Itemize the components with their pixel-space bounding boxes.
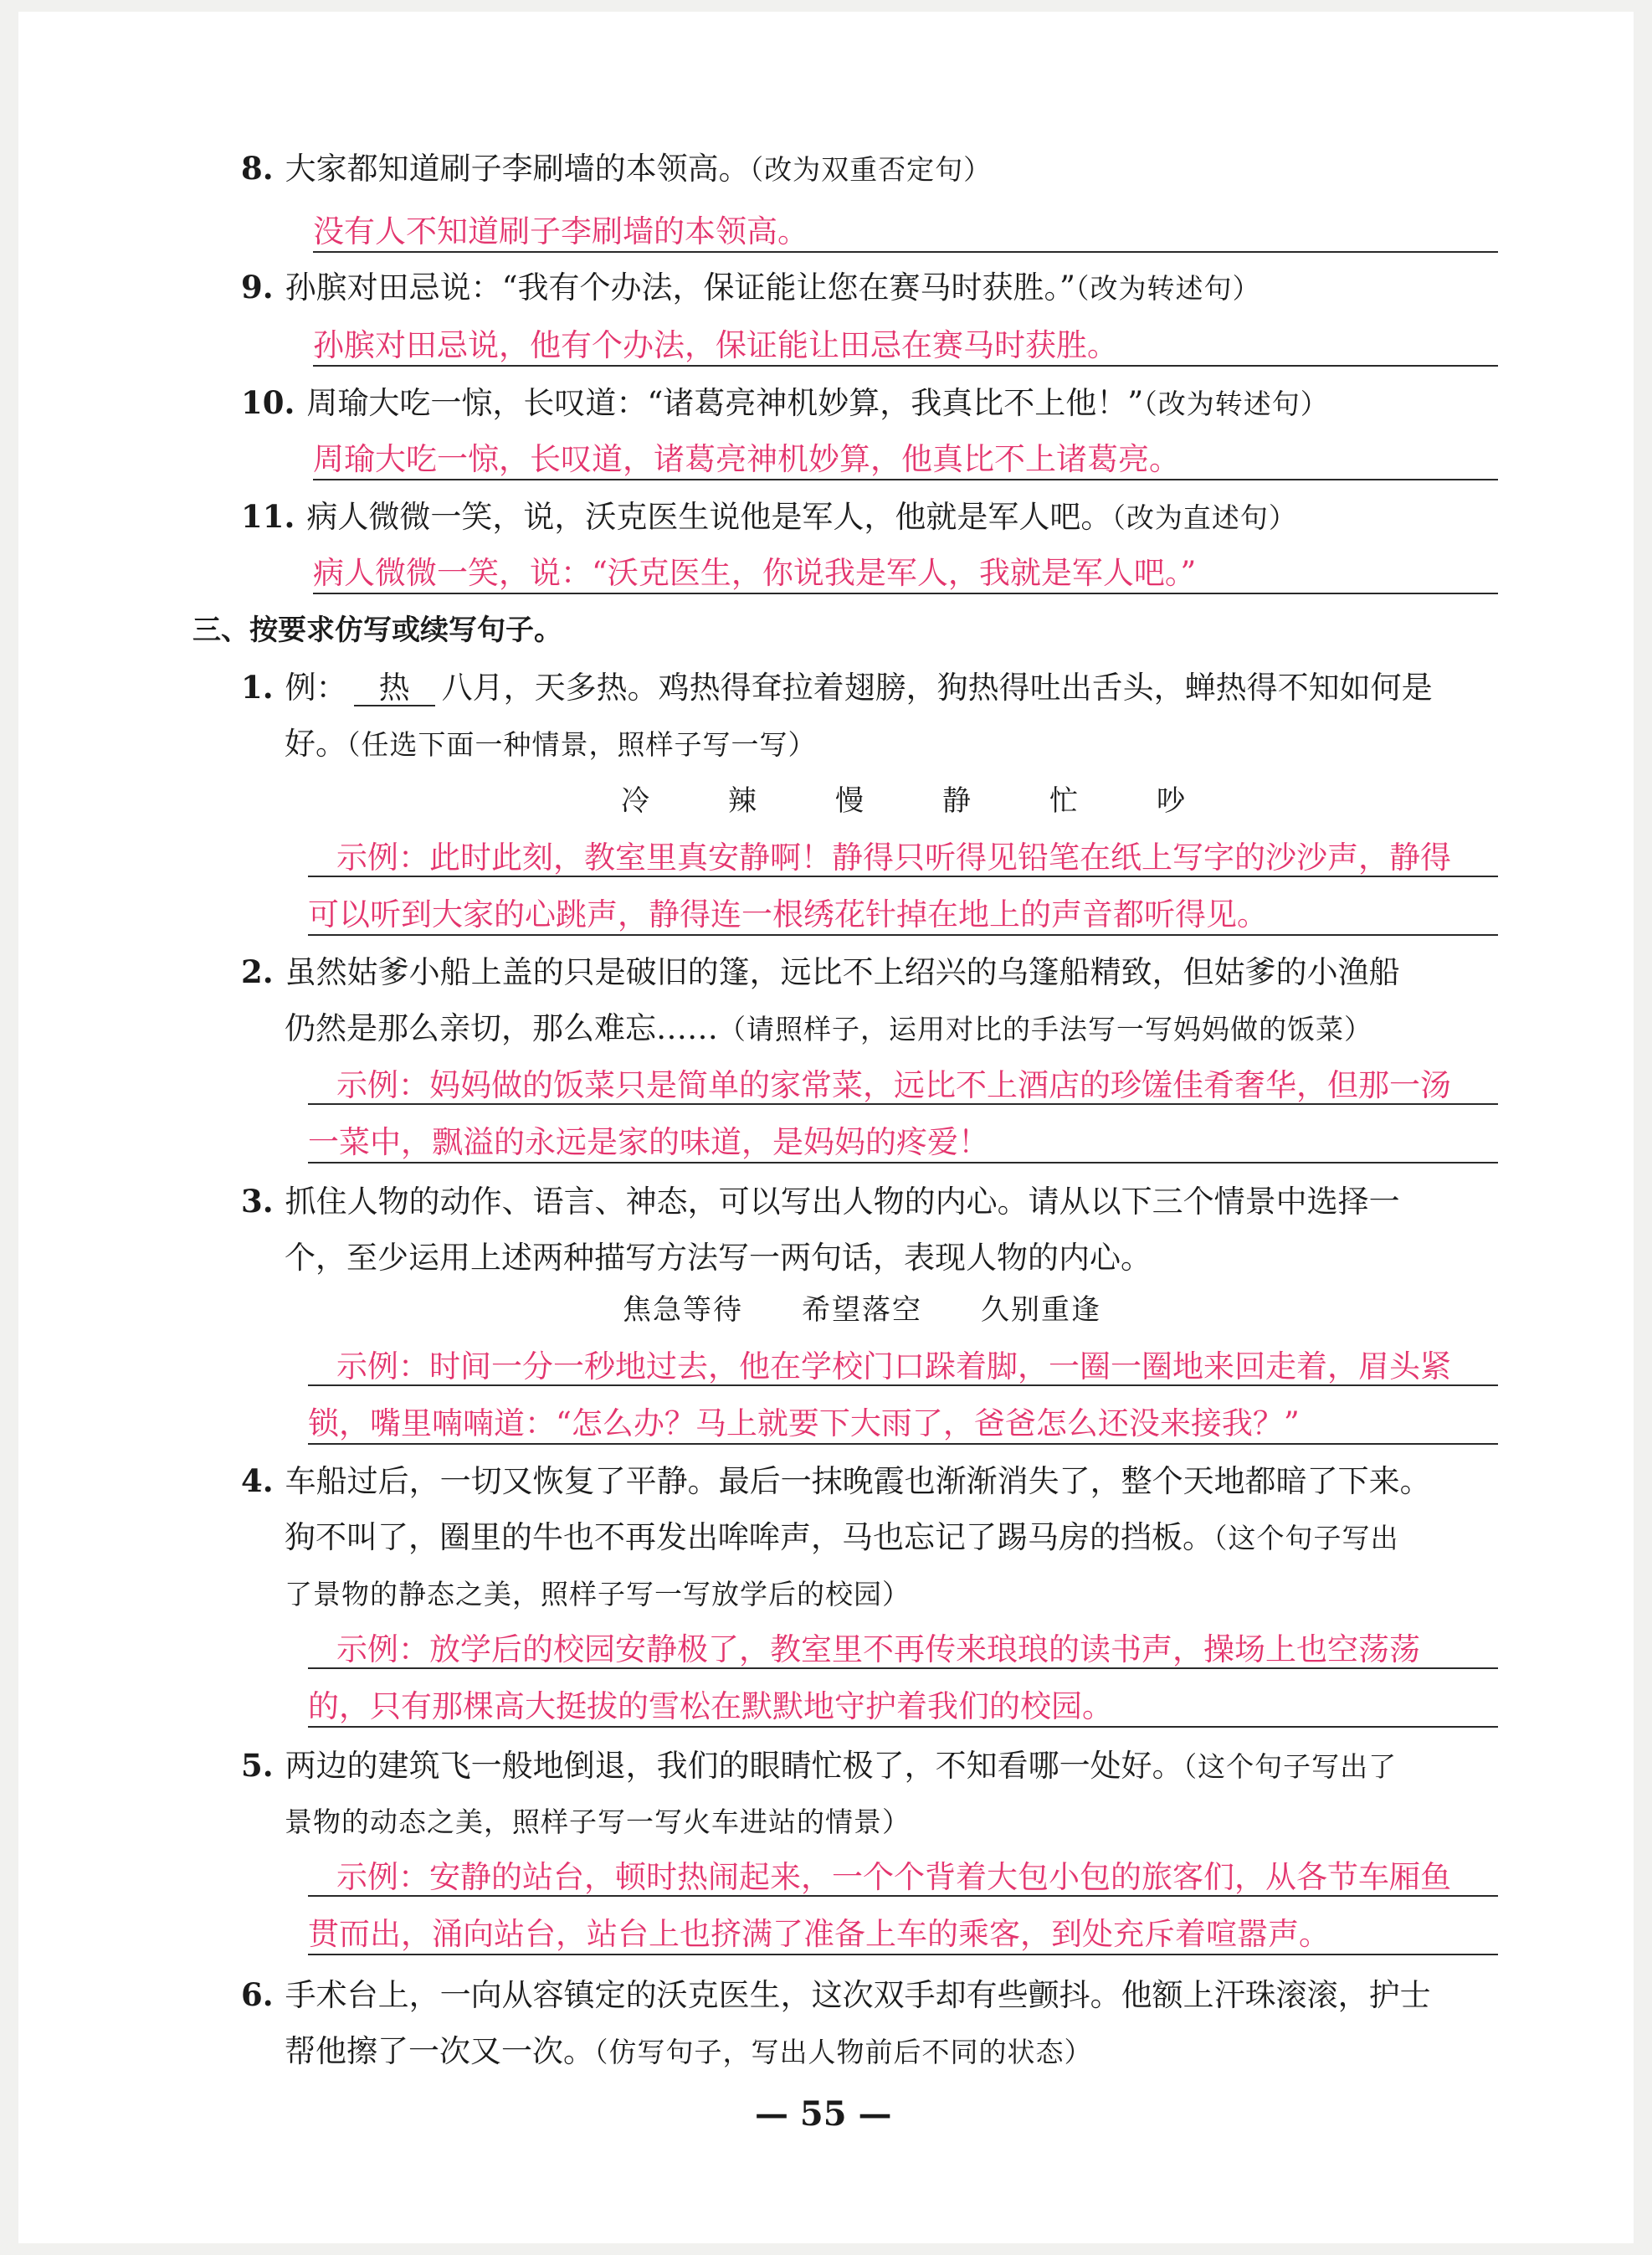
exercise-text: 手术台上，一向从容镇定的沃克医生，这次双手却有些颤抖。他额上汗珠滚滚，护士 <box>285 1977 1431 2013</box>
exercise-number: 5. <box>241 1747 274 1784</box>
option: 辣 <box>728 784 758 818</box>
answer-line-8 <box>313 213 1498 253</box>
exercise-4-line-2 <box>285 1518 1399 1558</box>
answer-line-10 <box>313 440 1498 480</box>
exercise-4-line-1 <box>241 1461 1431 1501</box>
example-blank: 热 <box>354 671 435 706</box>
answer-text: 一菜中，飘溢的永远是家的味道，是妈妈的疼爱！ <box>308 1124 989 1160</box>
option: 焦急等待 <box>623 1293 743 1327</box>
exercise-requirement: （这个句子写出 <box>1213 1522 1399 1554</box>
exercise-5-line-2: 景物的动态之美，照样子写一写火车进站的情景） <box>285 1806 911 1838</box>
question-text: 大家都知道刷子李刷墙的本领高。 <box>285 151 750 187</box>
option: 忙 <box>1049 784 1080 818</box>
exercise-1-line-1 <box>241 668 1433 707</box>
exercise-requirement: （请照样子，运用对比的手法写一写妈妈做的饭菜） <box>718 1013 1372 1045</box>
question-text: 病人微微一笑，说，沃克医生说他是军人，他就是军人吧。 <box>306 499 1112 535</box>
answer-line-5a <box>308 1858 1498 1897</box>
exercise-number: 1. <box>241 669 274 706</box>
answer-text: 可以听到大家的心跳声，静得连一根绣花针掉在地上的声音都听得见。 <box>308 896 1268 932</box>
exercise-text: 狗不叫了，圈里的牛也不再发出哞哞声，马也忘记了踢马房的挡板。 <box>285 1519 1213 1555</box>
exercise-2-line-2 <box>285 1009 1372 1049</box>
scenario-options <box>623 1291 1101 1329</box>
option: 希望落空 <box>802 1293 922 1327</box>
answer-line-3b <box>308 1405 1498 1445</box>
exercise-4-line-3: 了景物的静态之美，照样子写一写放学后的校园） <box>285 1578 911 1610</box>
exercise-number: 3. <box>241 1183 274 1220</box>
question-number: 11. <box>241 498 295 535</box>
exercise-requirement: （这个句子写出了 <box>1183 1750 1398 1783</box>
exercise-text: 八月，天多热。鸡热得耷拉着翅膀，狗热得吐出舌头，蝉热得不知如何是 <box>441 670 1433 706</box>
exercise-text: 两边的建筑飞一般地倒退，我们的眼睛忙极了，不知看哪一处好。 <box>285 1748 1183 1784</box>
exercise-number: 6. <box>241 1976 274 2013</box>
exercise-6-line-1 <box>241 1975 1431 2015</box>
exercise-requirement: （任选下面一种情景，照样子写一写） <box>346 728 817 761</box>
answer-text: 没有人不知道刷子李刷墙的本领高。 <box>313 213 808 249</box>
answer-text: 的，只有那棵高大挺拔的雪松在默默地守护着我们的校园。 <box>308 1688 1113 1724</box>
example-prefix: 例： <box>285 670 347 706</box>
exercise-5-line-1 <box>241 1746 1397 1786</box>
exercise-2-line-1 <box>241 953 1400 992</box>
answer-line-11 <box>313 554 1498 594</box>
question-text: 孙膑对田忌说：“我有个办法，保证能让您在赛马时获胜。” <box>285 270 1075 306</box>
answer-text: 示例：此时此刻，教室里真安静啊！静得只听得见铅笔在纸上写字的沙沙声，静得 <box>336 840 1451 876</box>
exercise-3-line-2 <box>285 1239 1152 1277</box>
answer-line-4a <box>308 1631 1498 1669</box>
answer-line-2a <box>308 1066 1498 1105</box>
exercise-text: 抓住人物的动作、语言、神态，可以写出人物的内心。请从以下三个情景中选择一 <box>285 1184 1400 1220</box>
page-number: — 55 — <box>755 2094 892 2134</box>
answer-line-1a <box>308 839 1498 877</box>
question-text: 周瑜大吃一惊，长叹道：“诸葛亮神机妙算，我真比不上他！” <box>306 385 1144 421</box>
option: 慢 <box>835 784 865 818</box>
option: 久别重逢 <box>981 1293 1101 1327</box>
exercise-text: 虽然姑爹小船上盖的只是破旧的篷，远比不上绍兴的乌篷船精致，但姑爹的小渔船 <box>285 954 1400 990</box>
answer-text: 周瑜大吃一惊，长叹道，诸葛亮神机妙算，他真比不上诸葛亮。 <box>313 441 1180 477</box>
question-9 <box>241 268 1260 308</box>
question-8 <box>241 149 992 189</box>
answer-text: 贯而出，涌向站台，站台上也挤满了准备上车的乘客，到处充斥着喧嚣声。 <box>308 1916 1330 1952</box>
section-title: 三、按要求仿写或续写句子。 <box>192 614 562 647</box>
exercise-text: 个，至少运用上述两种描写方法写一两句话，表现人物的内心。 <box>285 1240 1152 1276</box>
exercise-text: 帮他擦了一次又一次。 <box>285 2033 594 2069</box>
answer-line-9 <box>313 326 1498 367</box>
question-10 <box>241 383 1329 424</box>
exercise-1-line-2 <box>285 725 817 764</box>
question-number: 9. <box>241 269 274 306</box>
answer-line-1b <box>308 896 1498 936</box>
exercise-3-line-1 <box>241 1182 1400 1221</box>
answer-text: 示例：安静的站台，顿时热闹起来，一个个背着大包小包的旅客们，从各节车厢鱼 <box>336 1859 1451 1895</box>
question-requirement: （改为直述句） <box>1111 501 1297 534</box>
exercise-requirement: （仿写句子，写出人物前后不同的状态） <box>594 2036 1093 2068</box>
exercise-number: 4. <box>241 1462 274 1499</box>
workbook-page <box>18 12 1634 2243</box>
answer-line-2b <box>308 1123 1498 1163</box>
exercise-text: 仍然是那么亲切，那么难忘…… <box>285 1010 718 1046</box>
question-requirement: （改为转述句） <box>1075 272 1261 305</box>
exercise-6-line-2 <box>285 2032 1093 2072</box>
question-11 <box>241 497 1297 537</box>
exercise-text: 好。 <box>285 726 346 762</box>
answer-line-4b <box>308 1687 1498 1728</box>
scenario-options <box>621 782 1187 820</box>
answer-text: 示例：时间一分一秒地过去，他在学校门口跺着脚，一圈一圈地来回走着，眉头紧 <box>336 1348 1451 1384</box>
answer-line-3a <box>308 1348 1498 1386</box>
option: 冷 <box>621 784 651 818</box>
question-requirement: （改为双重否定句） <box>749 153 993 186</box>
option: 吵 <box>1157 784 1187 818</box>
question-number: 8. <box>241 150 274 187</box>
answer-text: 示例：妈妈做的饭菜只是简单的家常菜，远比不上酒店的珍馐佳肴奢华，但那一汤 <box>336 1067 1451 1103</box>
answer-text: 病人微微一笑，说：“沃克医生，你说我是军人，我就是军人吧。” <box>313 555 1197 591</box>
answer-text: 锁，嘴里喃喃道：“怎么办？马上就要下大雨了，爸爸怎么还没来接我？” <box>308 1405 1300 1441</box>
answer-line-5b <box>308 1915 1498 1955</box>
exercise-text: 车船过后，一切又恢复了平静。最后一抹晚霞也渐渐消失了，整个天地都暗了下来。 <box>285 1463 1431 1499</box>
answer-text: 示例：放学后的校园安静极了，教室里不再传来琅琅的读书声，操场上也空荡荡 <box>336 1631 1420 1667</box>
answer-text: 孙膑对田忌说，他有个办法，保证能让田忌在赛马时获胜。 <box>313 327 1118 363</box>
exercise-number: 2. <box>241 953 274 990</box>
question-number: 10. <box>241 384 295 421</box>
option: 静 <box>942 784 972 818</box>
question-requirement: （改为转述句） <box>1143 388 1329 420</box>
